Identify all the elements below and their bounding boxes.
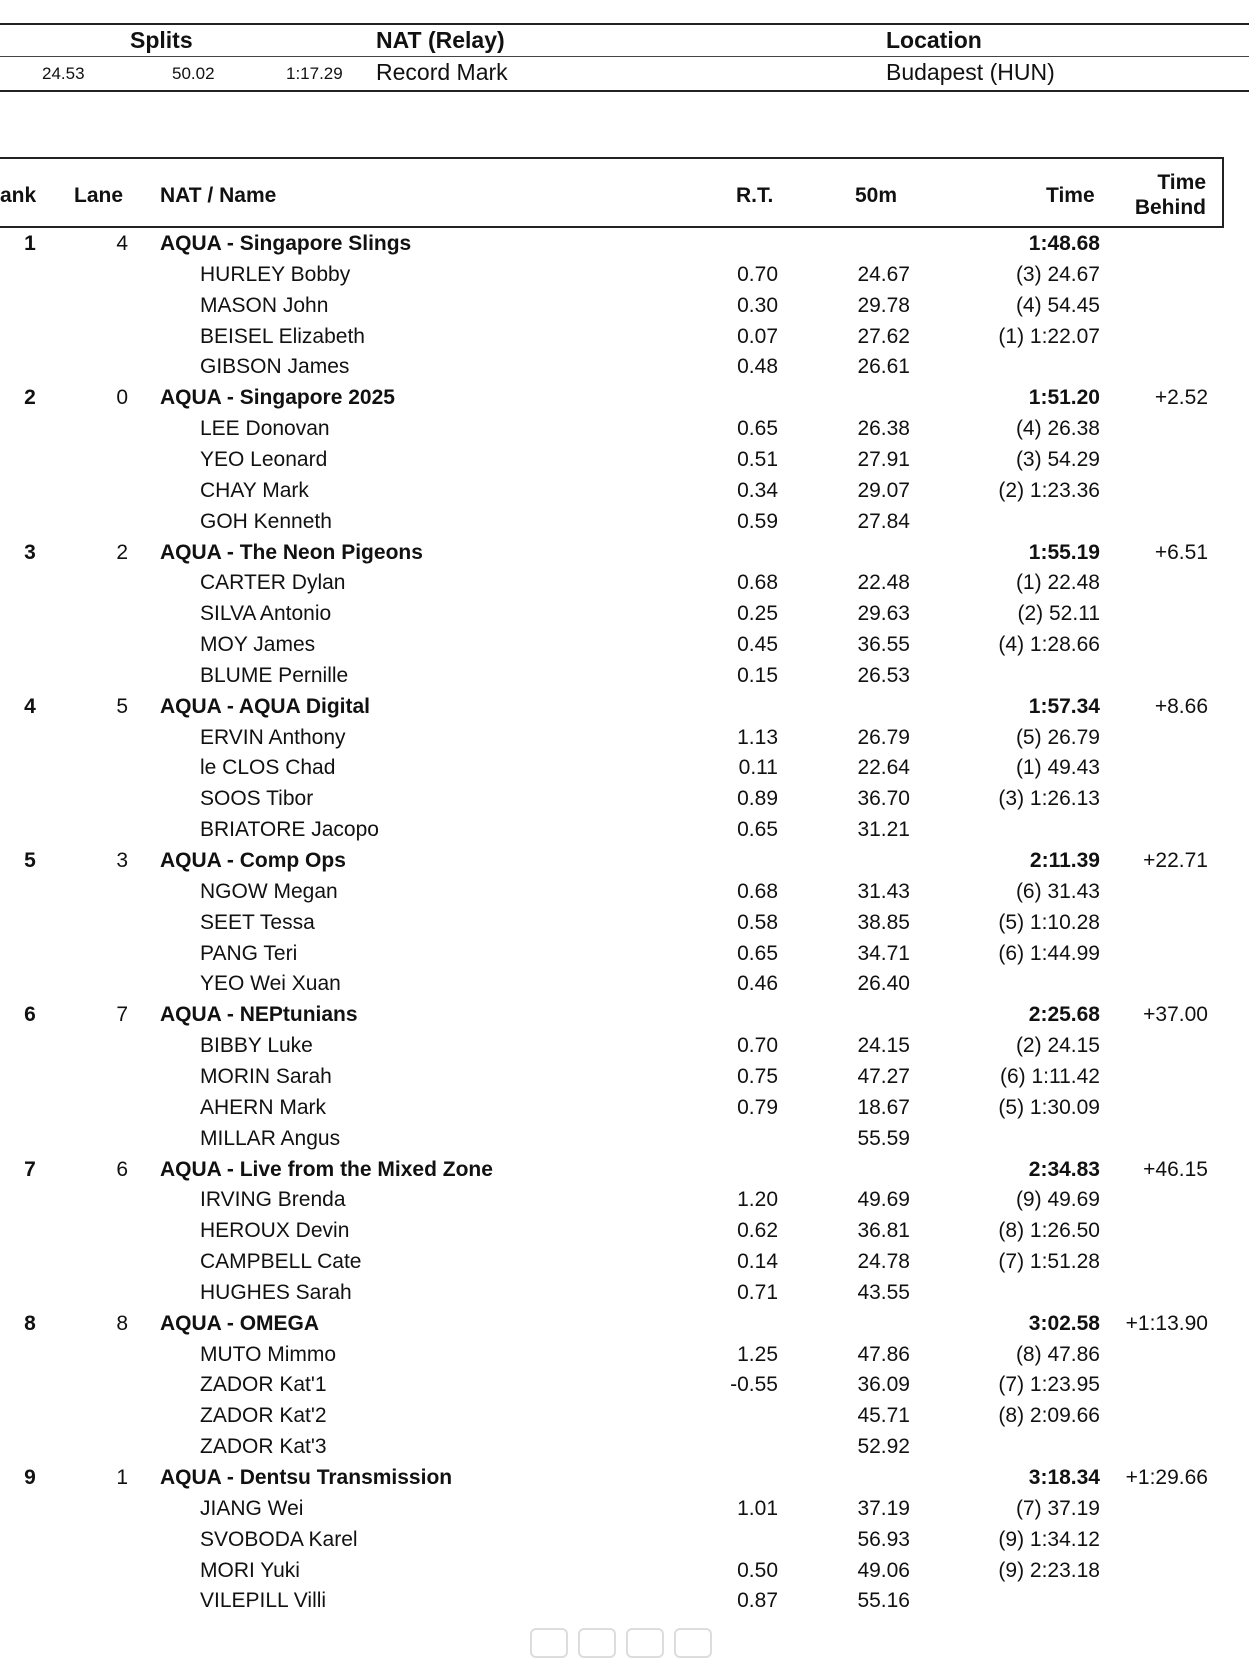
team-time: 1:51.20: [1028, 386, 1100, 410]
swimmer-name: SVOBODA Karel: [200, 1527, 358, 1551]
swimmer-cumulative-time: (8) 2:09.66: [998, 1404, 1100, 1428]
team-rank: 3: [24, 540, 36, 564]
relay-label: NAT (Relay): [376, 27, 505, 53]
swimmer-row: [0, 908, 1249, 939]
swimmer-name: AHERN Mark: [200, 1095, 327, 1119]
swimmer-cumulative-time: (6) 1:44.99: [998, 941, 1100, 965]
swimmer-name: JIANG Wei: [200, 1496, 304, 1520]
team-rank: 8: [24, 1311, 36, 1335]
col-header-time-behind-2: Behind: [1134, 196, 1206, 219]
team-rank: 9: [24, 1466, 36, 1489]
swimmer-split: 24.78: [857, 1250, 910, 1274]
team-time: 1:55.19: [1028, 540, 1100, 564]
swimmer-row: [0, 1556, 1249, 1587]
swimmer-reaction-time: 0.58: [737, 910, 778, 934]
swimmer-name: NGOW Megan: [200, 879, 338, 903]
swimmer-cumulative-time: (6) 1:11.42: [999, 1064, 1100, 1088]
swimmer-split: 56.93: [857, 1527, 910, 1551]
swimmer-row: [0, 630, 1249, 661]
swimmer-row: [0, 1494, 1249, 1525]
swimmer-row: [0, 661, 1249, 692]
col-header-lane: Lane: [74, 184, 124, 207]
swimmer-name: SEET Tessa: [200, 910, 315, 934]
swimmer-reaction-time: 0.62: [737, 1219, 778, 1243]
swimmer-cumulative-time: (6) 31.43: [1015, 879, 1100, 903]
swimmer-reaction-time: 0.87: [737, 1589, 778, 1613]
swimmer-split: 31.21: [857, 818, 910, 842]
swimmer-row: [0, 877, 1249, 908]
swimmer-name: YEO Leonard: [200, 447, 328, 471]
swimmer-name: ZADOR Kat'2: [200, 1404, 327, 1428]
swimmer-split: 34.71: [857, 941, 910, 965]
swimmer-cumulative-time: (7) 37.19: [1015, 1496, 1100, 1520]
record-split-2: 50.02: [172, 64, 215, 83]
swimmer-cumulative-time: (4) 1:28.66: [998, 633, 1100, 657]
swimmer-reaction-time: 1.13: [737, 725, 778, 749]
swimmer-split: 37.19: [857, 1496, 910, 1520]
team-row: [0, 229, 1249, 260]
team-row: [0, 1463, 1249, 1494]
team-time: 3:02.58: [1028, 1311, 1100, 1335]
team-lane: 3: [116, 849, 128, 872]
swimmer-reaction-time: 0.68: [737, 571, 778, 595]
swimmer-row: [0, 260, 1249, 291]
swimmer-split: 36.09: [857, 1373, 910, 1397]
swimmer-name: GOH Kenneth: [200, 509, 332, 533]
swimmer-split: 22.48: [857, 571, 910, 595]
swimmer-row: [0, 1247, 1249, 1278]
record-mark: Record Mark: [376, 59, 508, 85]
swimmer-split: 49.06: [857, 1558, 910, 1582]
swimmer-cumulative-time: (1) 22.48: [1015, 571, 1100, 595]
swimmer-reaction-time: 0.70: [737, 262, 778, 286]
swimmer-split: 29.78: [857, 293, 910, 317]
swimmer-row: [0, 969, 1249, 1000]
swimmer-row: [0, 1216, 1249, 1247]
team-time: 2:11.39: [1029, 849, 1100, 872]
record-split-3: 1:17.29: [286, 64, 343, 83]
swimmer-row: [0, 291, 1249, 322]
swimmer-reaction-time: 0.71: [737, 1280, 778, 1304]
swimmer-name: ERVIN Anthony: [200, 725, 346, 749]
swimmer-split: 29.63: [857, 602, 910, 626]
swimmer-cumulative-time: (7) 1:23.95: [998, 1373, 1100, 1397]
swimmer-name: HEROUX Devin: [200, 1219, 350, 1243]
swimmer-split: 36.81: [857, 1219, 910, 1243]
swimmer-split: 26.53: [857, 663, 910, 687]
swimmer-name: ZADOR Kat'1: [200, 1373, 327, 1397]
team-lane: 2: [116, 540, 128, 564]
team-time-behind: +8.66: [1154, 694, 1208, 718]
col-header-rank: ank: [0, 184, 37, 207]
swimmer-split: 36.55: [857, 633, 910, 657]
swimmer-row: [0, 753, 1249, 784]
col-header-name: NAT / Name: [160, 184, 277, 207]
team-row: [0, 846, 1249, 877]
swimmer-name: GIBSON James: [200, 355, 350, 379]
swimmer-row: [0, 1031, 1249, 1062]
swimmer-name: SOOS Tibor: [200, 787, 314, 811]
team-rank: 7: [24, 1157, 36, 1181]
swimmer-reaction-time: 0.34: [737, 478, 778, 502]
swimmer-split: 36.70: [857, 787, 910, 811]
swimmer-cumulative-time: (2) 52.11: [1017, 602, 1100, 626]
swimmer-reaction-time: 0.50: [737, 1558, 778, 1582]
swimmer-reaction-time: 0.70: [737, 1034, 778, 1058]
swimmer-split: 45.71: [857, 1404, 910, 1428]
swimmer-name: MUTO Mimmo: [200, 1342, 337, 1366]
team-name: AQUA - The Neon Pigeons: [160, 540, 423, 564]
swimmer-name: HUGHES Sarah: [200, 1280, 352, 1304]
swimmer-name: IRVING Brenda: [200, 1188, 346, 1212]
swimmer-row: [0, 784, 1249, 815]
swimmer-row: [0, 1340, 1249, 1371]
swimmer-name: MORI Yuki: [200, 1558, 300, 1582]
swimmer-name: CARTER Dylan: [200, 571, 346, 595]
swimmer-reaction-time: 0.30: [737, 293, 778, 317]
swimmer-row: [0, 1124, 1249, 1155]
team-name: AQUA - Live from the Mixed Zone: [160, 1157, 493, 1181]
swimmer-split: 22.64: [857, 756, 910, 780]
swimmer-cumulative-time: (9) 2:23.18: [998, 1558, 1100, 1582]
swimmer-cumulative-time: (3) 1:26.13: [998, 787, 1100, 811]
swimmer-name: le CLOS Chad: [200, 756, 336, 780]
team-lane: 5: [116, 694, 128, 718]
team-time-behind: +37.00: [1143, 1003, 1208, 1027]
swimmer-cumulative-time: (3) 24.67: [1015, 262, 1100, 286]
team-time-behind: +46.15: [1143, 1157, 1208, 1181]
swimmer-split: 27.62: [857, 324, 910, 348]
swimmer-row: [0, 939, 1249, 970]
swimmer-reaction-time: 0.51: [737, 447, 778, 471]
swimmer-row: [0, 723, 1249, 754]
swimmer-cumulative-time: (9) 1:34.12: [998, 1527, 1100, 1551]
swimmer-split: 24.67: [857, 262, 910, 286]
swimmer-reaction-time: 1.01: [737, 1496, 778, 1520]
swimmer-name: YEO Wei Xuan: [200, 972, 341, 996]
swimmer-cumulative-time: (1) 49.43: [1015, 756, 1100, 780]
swimmer-cumulative-time: (3) 54.29: [1015, 447, 1100, 471]
swimmer-name: MORIN Sarah: [200, 1064, 332, 1088]
team-rank: 2: [24, 386, 36, 410]
swimmer-split: 43.55: [857, 1280, 910, 1304]
team-row: [0, 383, 1249, 414]
swimmer-split: 31.43: [857, 879, 910, 903]
swimmer-reaction-time: 0.89: [737, 787, 778, 811]
swimmer-reaction-time: 0.07: [737, 324, 778, 348]
swimmer-row: [0, 1185, 1249, 1216]
col-header-time: Time: [1046, 184, 1095, 207]
team-row: [0, 692, 1249, 723]
swimmer-cumulative-time: (2) 24.15: [1015, 1034, 1100, 1058]
team-lane: 7: [116, 1003, 128, 1027]
swimmer-reaction-time: 0.46: [737, 972, 778, 996]
swimmer-cumulative-time: (7) 1:51.28: [998, 1250, 1100, 1274]
col-header-rt: R.T.: [736, 184, 774, 207]
swimmer-name: HURLEY Bobby: [200, 262, 351, 286]
team-time-behind: +1:13.90: [1125, 1311, 1208, 1335]
team-name: AQUA - Comp Ops: [160, 849, 346, 872]
team-lane: 4: [116, 232, 128, 255]
swimmer-reaction-time: 0.15: [737, 663, 778, 687]
swimmer-row: [0, 1062, 1249, 1093]
swimmer-split: 26.38: [857, 417, 910, 441]
swimmer-name: MOY James: [200, 633, 316, 657]
swimmer-name: BRIATORE Jacopo: [200, 818, 379, 842]
swimmer-reaction-time: 0.59: [737, 509, 778, 533]
swimmer-cumulative-time: (9) 49.69: [1015, 1188, 1100, 1212]
swimmer-reaction-time: 0.65: [737, 417, 778, 441]
swimmer-row: [0, 1525, 1249, 1556]
swimmer-row: [0, 815, 1249, 846]
swimmer-row: [0, 476, 1249, 507]
swimmer-reaction-time: 0.75: [737, 1064, 778, 1088]
swimmer-reaction-time: -0.55: [730, 1373, 778, 1397]
team-lane: 1: [116, 1466, 128, 1489]
swimmer-row: [0, 1370, 1249, 1401]
swimmer-name: LEE Donovan: [200, 417, 330, 441]
swimmer-row: [0, 414, 1249, 445]
team-time: 1:57.34: [1028, 694, 1100, 718]
swimmer-split: 49.69: [857, 1188, 910, 1212]
team-lane: 0: [116, 386, 128, 410]
swimmer-row: [0, 352, 1249, 383]
swimmer-name: CAMPBELL Cate: [200, 1250, 362, 1274]
swimmer-cumulative-time: (8) 47.86: [1015, 1342, 1100, 1366]
swimmer-row: [0, 507, 1249, 538]
team-row: [0, 538, 1249, 569]
swimmer-split: 27.84: [857, 509, 910, 533]
swimmer-row: [0, 1278, 1249, 1309]
swimmer-row: [0, 445, 1249, 476]
swimmer-row: [0, 1432, 1249, 1463]
swimmer-split: 26.40: [857, 972, 910, 996]
swimmer-reaction-time: 0.79: [737, 1095, 778, 1119]
swimmer-name: BLUME Pernille: [200, 663, 349, 687]
swimmer-name: PANG Teri: [200, 941, 298, 965]
splits-label: Splits: [130, 27, 193, 53]
swimmer-name: BEISEL Elizabeth: [200, 324, 365, 348]
team-time-behind: +6.51: [1154, 540, 1208, 564]
swimmer-name: MILLAR Angus: [200, 1126, 341, 1150]
team-time-behind: +22.71: [1143, 849, 1208, 872]
swimmer-reaction-time: 0.65: [737, 941, 778, 965]
swimmer-split: 52.92: [857, 1435, 910, 1459]
team-name: AQUA - Dentsu Transmission: [160, 1466, 453, 1489]
team-row: [0, 1155, 1249, 1186]
swimmer-cumulative-time: (4) 26.38: [1015, 417, 1100, 441]
team-time-behind: +1:29.66: [1125, 1466, 1208, 1489]
swimmer-reaction-time: 0.14: [737, 1250, 778, 1274]
swimmer-reaction-time: 0.65: [737, 818, 778, 842]
record-location: Budapest (HUN): [886, 59, 1055, 85]
swimmer-split: 47.86: [857, 1342, 910, 1366]
swimmer-reaction-time: 1.25: [737, 1342, 778, 1366]
location-label: Location: [886, 27, 982, 53]
team-lane: 6: [116, 1157, 128, 1181]
team-rank: 6: [24, 1003, 36, 1027]
team-time: 1:48.68: [1028, 232, 1100, 255]
swimmer-row: [0, 568, 1249, 599]
swimmer-name: ZADOR Kat'3: [200, 1435, 327, 1459]
swimmer-cumulative-time: (1) 1:22.07: [998, 324, 1100, 348]
swimmer-split: 29.07: [857, 478, 910, 502]
swimmer-split: 27.91: [857, 447, 910, 471]
team-rank: 5: [24, 849, 36, 872]
swimmer-name: CHAY Mark: [200, 478, 309, 502]
swimmer-reaction-time: 0.11: [738, 756, 778, 780]
swimmer-reaction-time: 0.68: [737, 879, 778, 903]
swimmer-name: SILVA Antonio: [200, 602, 332, 626]
swimmer-row: [0, 1093, 1249, 1124]
swimmer-split: 47.27: [857, 1064, 910, 1088]
team-row: [0, 1000, 1249, 1031]
swimmer-split: 55.16: [857, 1589, 910, 1613]
record-split-1: 24.53: [42, 64, 85, 83]
swimmer-split: 26.79: [857, 725, 910, 749]
swimmer-name: VILEPILL Villi: [200, 1589, 327, 1613]
col-header-50m: 50m: [855, 184, 898, 207]
swimmer-split: 24.15: [857, 1034, 910, 1058]
col-header-time-behind-1: Time: [1157, 171, 1206, 194]
team-name: AQUA - AQUA Digital: [160, 694, 370, 718]
swimmer-cumulative-time: (5) 26.79: [1015, 725, 1100, 749]
team-name: AQUA - Singapore 2025: [160, 386, 395, 410]
swimmer-cumulative-time: (5) 1:30.09: [998, 1095, 1100, 1119]
swimmer-name: BIBBY Luke: [200, 1034, 313, 1058]
swimmer-reaction-time: 0.48: [737, 355, 778, 379]
swimmer-cumulative-time: (2) 1:23.36: [998, 478, 1100, 502]
team-row: [0, 1309, 1249, 1340]
swimmer-row: [0, 1586, 1249, 1617]
swimmer-split: 18.67: [857, 1095, 910, 1119]
team-time: 2:25.68: [1028, 1003, 1100, 1027]
swimmer-reaction-time: 0.25: [737, 602, 778, 626]
team-name: AQUA - OMEGA: [160, 1311, 320, 1335]
swimmer-split: 26.61: [857, 355, 910, 379]
swimmer-row: [0, 1401, 1249, 1432]
team-time: 2:34.83: [1028, 1157, 1100, 1181]
team-time: 3:18.34: [1028, 1466, 1100, 1489]
swimmer-row: [0, 599, 1249, 630]
swimmer-reaction-time: 0.45: [737, 633, 778, 657]
swimmer-cumulative-time: (4) 54.45: [1015, 293, 1100, 317]
swimmer-row: [0, 322, 1249, 353]
team-lane: 8: [116, 1311, 128, 1335]
swimmer-split: 55.59: [857, 1126, 910, 1150]
swimmer-reaction-time: 1.20: [737, 1188, 778, 1212]
swimmer-cumulative-time: (8) 1:26.50: [998, 1219, 1100, 1243]
swimmer-split: 38.85: [857, 910, 910, 934]
watermark-icon: [530, 1628, 710, 1656]
swimmer-cumulative-time: (5) 1:10.28: [998, 910, 1100, 934]
team-rank: 1: [24, 232, 36, 255]
swimmer-name: MASON John: [200, 293, 329, 317]
team-name: AQUA - Singapore Slings: [160, 232, 412, 255]
team-name: AQUA - NEPtunians: [160, 1003, 358, 1027]
team-time-behind: +2.52: [1154, 386, 1208, 410]
team-rank: 4: [24, 694, 36, 718]
